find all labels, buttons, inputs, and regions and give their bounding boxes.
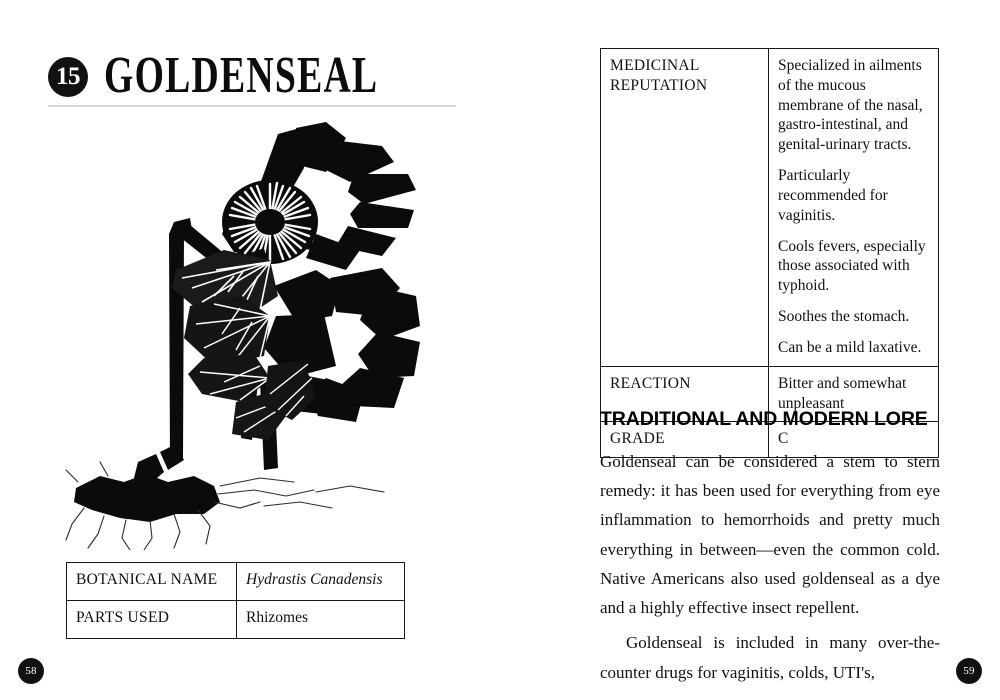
parts-used-value: Rhizomes [237,601,405,639]
reputation-paragraph: Soothes the stomach. [778,308,910,326]
lore-paragraph-1: Goldenseal can be considered a stem to stern remedy: it has been used for everything from eye inflammation to hemorrhoids and pretty much everything in between—even the common cold. Native Americans also used goldenseal as a dye and a highly effective insect repellent. [600,452,940,618]
parts-used-label: PARTS USED [67,601,237,639]
reputation-paragraph: Particularly recommended for vaginitis. [778,167,888,224]
botanical-name-label: BOTANICAL NAME [67,563,237,601]
right-page [500,0,1000,700]
lore-heading: TRADITIONAL AND MODERN LORE [600,408,928,430]
medicinal-reputation-label-line1: MEDICINAL [610,57,700,74]
chapter-header [48,44,456,106]
title-divider [48,105,456,107]
medicinal-reputation-label-line2: REPUTATION [610,76,708,94]
lore-section [600,408,940,687]
table-row [67,601,405,639]
table-row [67,563,405,601]
grade-label: GRADE [601,422,769,458]
botanical-info-table [66,562,405,639]
reputation-paragraph: Can be a mild laxative. [778,338,922,356]
page-title: GOLDENSEAL [104,45,379,103]
medicinal-reputation-label [601,49,769,367]
medicinal-reputation-value [769,49,939,367]
reaction-value: Bitter and somewhat unpleasant [769,366,939,422]
page-number-left: 58 [18,658,44,684]
goldenseal-plant-illustration [64,110,440,550]
botanical-name-value: Hydrastis Canadensis [237,563,405,601]
table-row [601,49,939,367]
grade-value: C [769,422,939,458]
medicinal-info-table [600,48,939,458]
reputation-paragraph: Cools fevers, especially those associated with typhoid. [778,237,926,295]
lore-paragraph-2: Goldenseal is included in many over-the-counter drugs for vaginitis, colds, UTI's, [600,633,940,682]
reaction-label: REACTION [601,366,769,422]
page-number-right: 59 [956,658,982,684]
chapter-number-badge: 15 [48,57,88,97]
reputation-paragraph: Specialized in ailments of the mucous membrane of the nasal, gastro-intestinal, and genital-urinary tracts. [778,57,923,154]
